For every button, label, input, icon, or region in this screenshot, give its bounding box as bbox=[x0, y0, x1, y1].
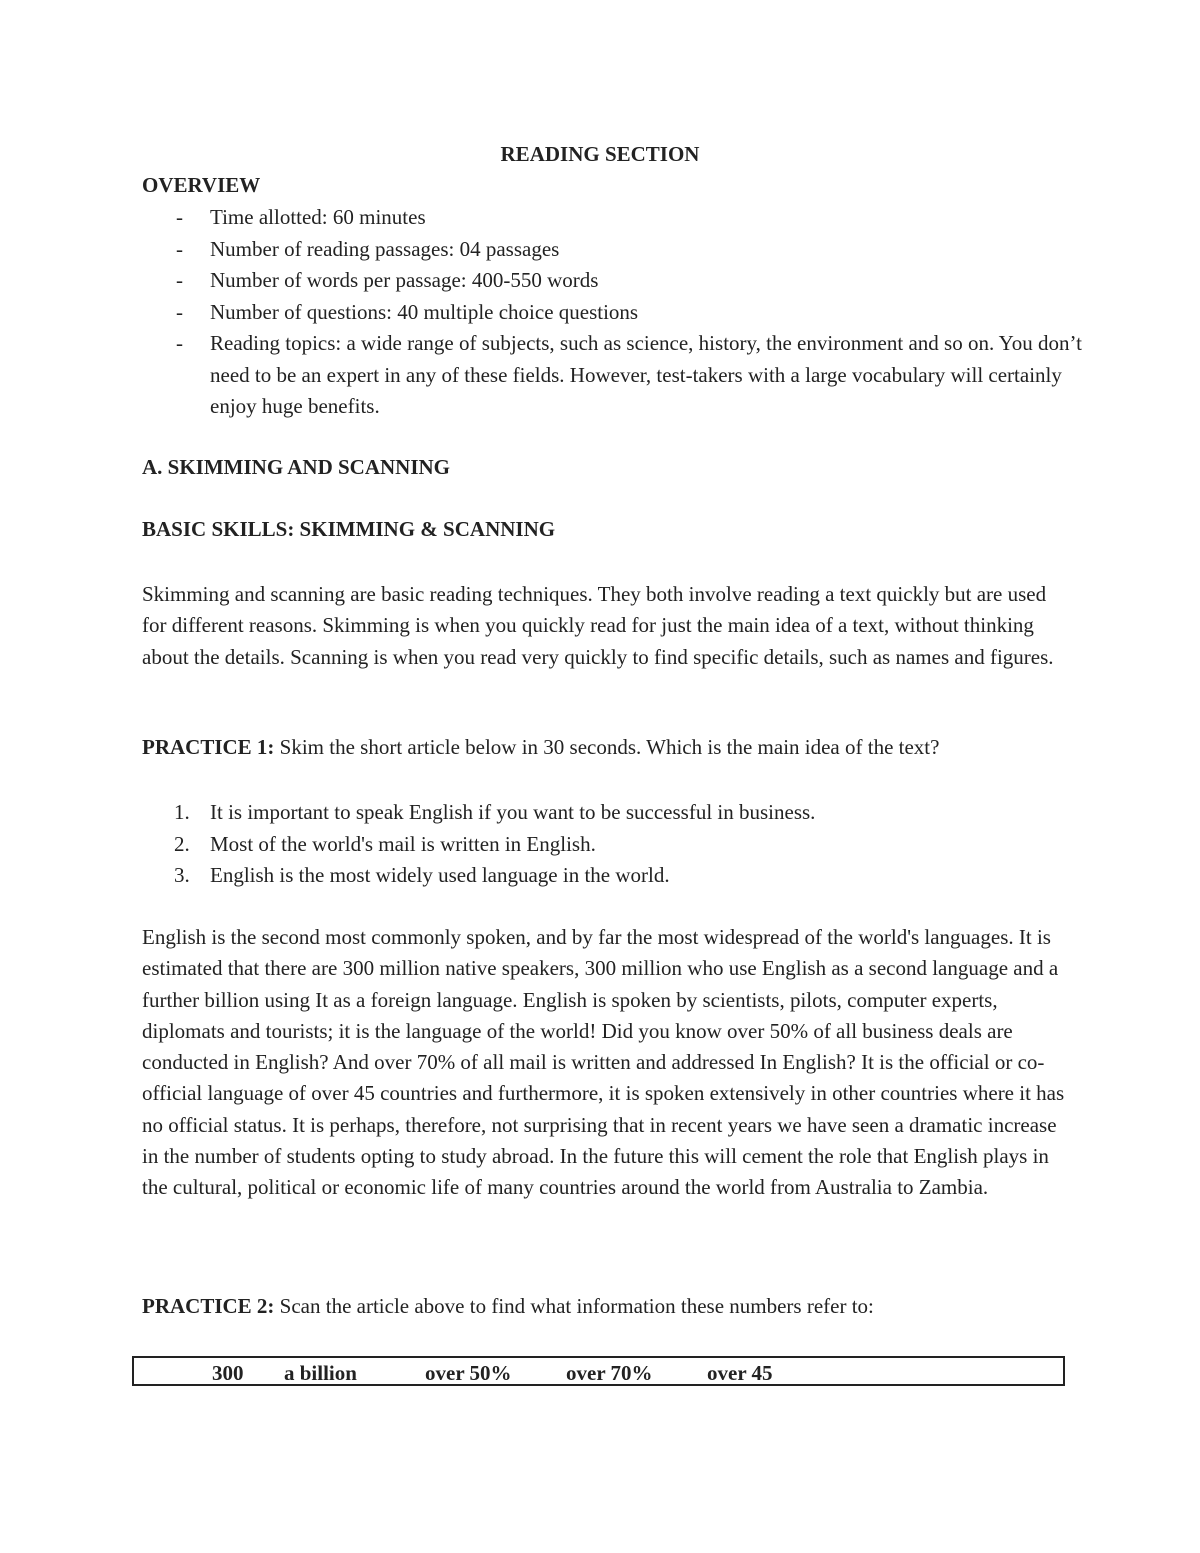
number-cell: 300 bbox=[212, 1361, 244, 1385]
overview-heading: OVERVIEW bbox=[142, 173, 261, 197]
number-cell: a billion bbox=[284, 1361, 357, 1385]
section-a-heading: A. SKIMMING AND SCANNING bbox=[142, 455, 451, 479]
overview-list bbox=[142, 202, 1082, 423]
bullet-dash: - bbox=[176, 268, 183, 292]
numbers-table bbox=[132, 1356, 1065, 1386]
bullet-dash: - bbox=[176, 236, 183, 261]
practice-1-options bbox=[142, 797, 1062, 892]
practice-1-prompt bbox=[142, 735, 939, 760]
practice-2-label: PRACTICE 2: bbox=[142, 1294, 275, 1318]
bullet-dash: - bbox=[176, 331, 183, 355]
practice-1-instruction: Skim the short article below in 30 seconds. Which is the main idea of the text? bbox=[274, 735, 940, 759]
number-cell: over 70% bbox=[566, 1361, 653, 1385]
intro-paragraph: Skimming and scanning are basic reading techniques. They both involve reading a text quickly but are used for different reasons. Skimming is when you quickly read for just the main idea of a text, without thinking about the details. Scanning is when you read very quickly to find specific details, such as names and figures. bbox=[142, 582, 1054, 669]
practice-2-prompt bbox=[142, 1294, 874, 1319]
bullet-dash: - bbox=[176, 205, 183, 229]
bullet-dash: - bbox=[176, 299, 183, 324]
overview-item: - Number of reading passages: 04 passages bbox=[142, 234, 1082, 266]
option-item: 3. English is the most widely used language in the world. bbox=[174, 863, 670, 887]
overview-item: - Number of questions: 40 multiple choice questions bbox=[142, 297, 1082, 329]
overview-item: - Time allotted: 60 minutes bbox=[142, 202, 1082, 234]
option-item: 1. It is important to speak English if you want to be successful in business. bbox=[174, 800, 816, 824]
number-cell: over 50% bbox=[425, 1361, 512, 1385]
overview-item: - Reading topics: a wide range of subjects, such as science, history, the environment and so on. You don’t need to be an expert in any of these fields. However, test-takers with a large vocabulary will certainly enjoy huge benefits. bbox=[142, 328, 1082, 423]
practice-1-label: PRACTICE 1: bbox=[142, 735, 275, 759]
overview-item: - Number of words per passage: 400-550 words bbox=[142, 265, 1082, 297]
number-cell: over 45 bbox=[707, 1361, 773, 1385]
basic-skills-heading: BASIC SKILLS: SKIMMING & SCANNING bbox=[142, 517, 556, 541]
option-item: 2. Most of the world's mail is written in English. bbox=[174, 831, 596, 856]
article-paragraph: English is the second most commonly spoken, and by far the most widespread of the world's languages. It is estimated that there are 300 million native speakers, 300 million who use English as a second language and a further billion using It as a foreign language. English is spoken by scientists, pilots, computer experts, diplomats and tourists; it is the language of the world! Did you know over 50% of all business deals are conducted in English? And over 70% of all mail is written and addressed In English? It is the official or co-official language of over 45 countries and furthermore, it is spoken extensively in other countries where it has no official status. It is perhaps, therefore, not surprising that in recent years we have seen a dramatic increase in the number of students opting to study abroad. In the future this will cement the role that English plays in the cultural, political or economic life of many countries around the world from Australia to Zambia. bbox=[142, 925, 1065, 1200]
practice-2-instruction: Scan the article above to find what information these numbers refer to: bbox=[274, 1294, 874, 1318]
page-title: READING SECTION bbox=[500, 142, 700, 166]
